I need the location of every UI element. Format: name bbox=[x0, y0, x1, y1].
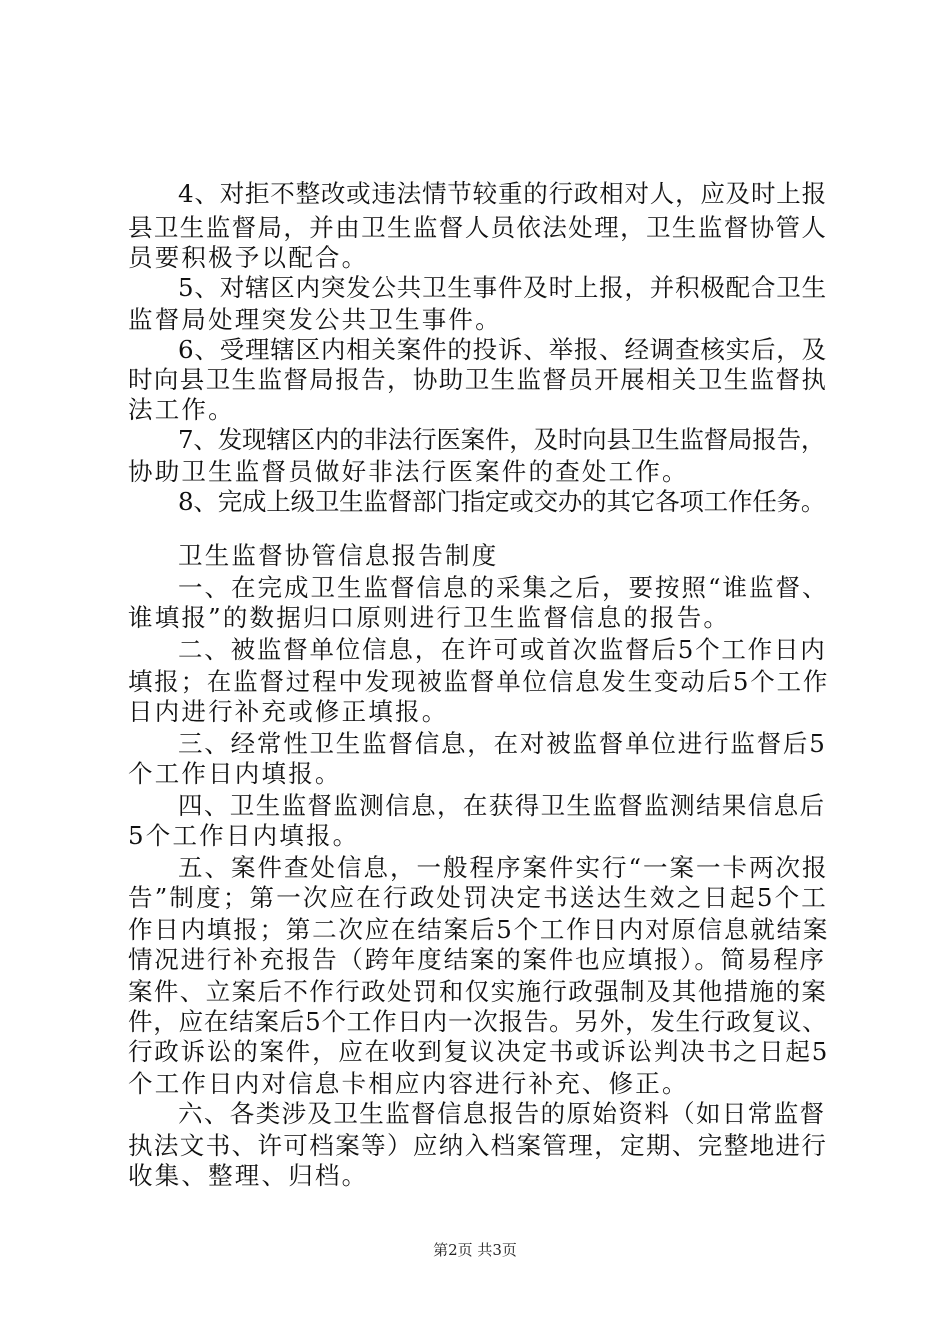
body-line: 案件、立案后不作行政处罚和仅实施行政强制及其他措施的案 bbox=[128, 977, 828, 1006]
body-line: 收集、整理、归档。 bbox=[128, 1161, 369, 1190]
body-line: 三、经常性卫生监督信息，在对被监督单位进行监督后5 bbox=[178, 729, 827, 758]
body-line: 监督局处理突发公共卫生事件。 bbox=[128, 305, 502, 334]
body-line: 4、对拒不整改或违法情节较重的行政相对人，应及时上报 bbox=[178, 179, 827, 208]
body-line: 行政诉讼的案件，应在收到复议决定书或诉讼判决书之日起5 bbox=[128, 1037, 830, 1066]
body-line: 五、案件查处信息，一般程序案件实行“一案一卡两次报 bbox=[178, 853, 829, 882]
body-line: 作日内填报；第二次应在结案后5个工作日内对原信息就结案 bbox=[128, 915, 830, 944]
body-line: 8、完成上级卫生监督部门指定或交办的其它各项工作任务。 bbox=[178, 487, 826, 516]
body-line: 5个工作日内填报。 bbox=[128, 821, 360, 850]
body-line: 县卫生监督局，并由卫生监督人员依法处理，卫生监督协管人 bbox=[128, 213, 828, 242]
body-line: 5、对辖区内突发公共卫生事件及时上报，并积极配合卫生 bbox=[178, 273, 827, 302]
body-line: 情况进行补充报告（跨年度结案的案件也应填报）。简易程序 bbox=[128, 945, 826, 974]
body-line: 日内进行补充或修正填报。 bbox=[128, 697, 449, 726]
body-line: 六、各类涉及卫生监督信息报告的原始资料（如日常监督 bbox=[178, 1099, 826, 1128]
body-line: 个工作日内填报。 bbox=[128, 759, 342, 788]
body-line: 个工作日内对信息卡相应内容进行补充、修正。 bbox=[128, 1069, 689, 1098]
body-line: 二、被监督单位信息，在许可或首次监督后5个工作日内 bbox=[178, 635, 827, 664]
body-line: 时向县卫生监督局报告，协助卫生监督员开展相关卫生监督执 bbox=[128, 365, 828, 394]
body-line: 四、卫生监督监测信息，在获得卫生监督监测结果信息后 bbox=[178, 791, 826, 820]
body-line: 7、发现辖区内的非法行医案件，及时向县卫生监督局报告， bbox=[178, 425, 826, 454]
body-line: 6、受理辖区内相关案件的投诉、举报、经调查核实后，及 bbox=[178, 335, 827, 364]
body-line: 谁填报”的数据归口原则进行卫生监督信息的报告。 bbox=[128, 603, 731, 632]
body-line: 件，应在结案后5个工作日内一次报告。另外，发生行政复议、 bbox=[128, 1007, 828, 1036]
body-line: 填报；在监督过程中发现被监督单位信息发生变动后5个工作 bbox=[128, 667, 830, 696]
section-title: 卫生监督协管信息报告制度 bbox=[178, 541, 499, 570]
body-line: 执法文书、许可档案等）应纳入档案管理，定期、完整地进行 bbox=[128, 1131, 828, 1160]
body-line: 协助卫生监督员做好非法行医案件的查处工作。 bbox=[128, 457, 689, 486]
page-number-footer: 第2页 共3页 bbox=[433, 1241, 517, 1259]
body-line: 告”制度；第一次应在行政处罚决定书送达生效之日起5个工 bbox=[128, 883, 829, 912]
body-line: 员要积极予以配合。 bbox=[128, 243, 369, 272]
body-line: 法工作。 bbox=[128, 395, 235, 424]
body-line: 一、在完成卫生监督信息的采集之后，要按照“谁监督、 bbox=[178, 573, 829, 602]
